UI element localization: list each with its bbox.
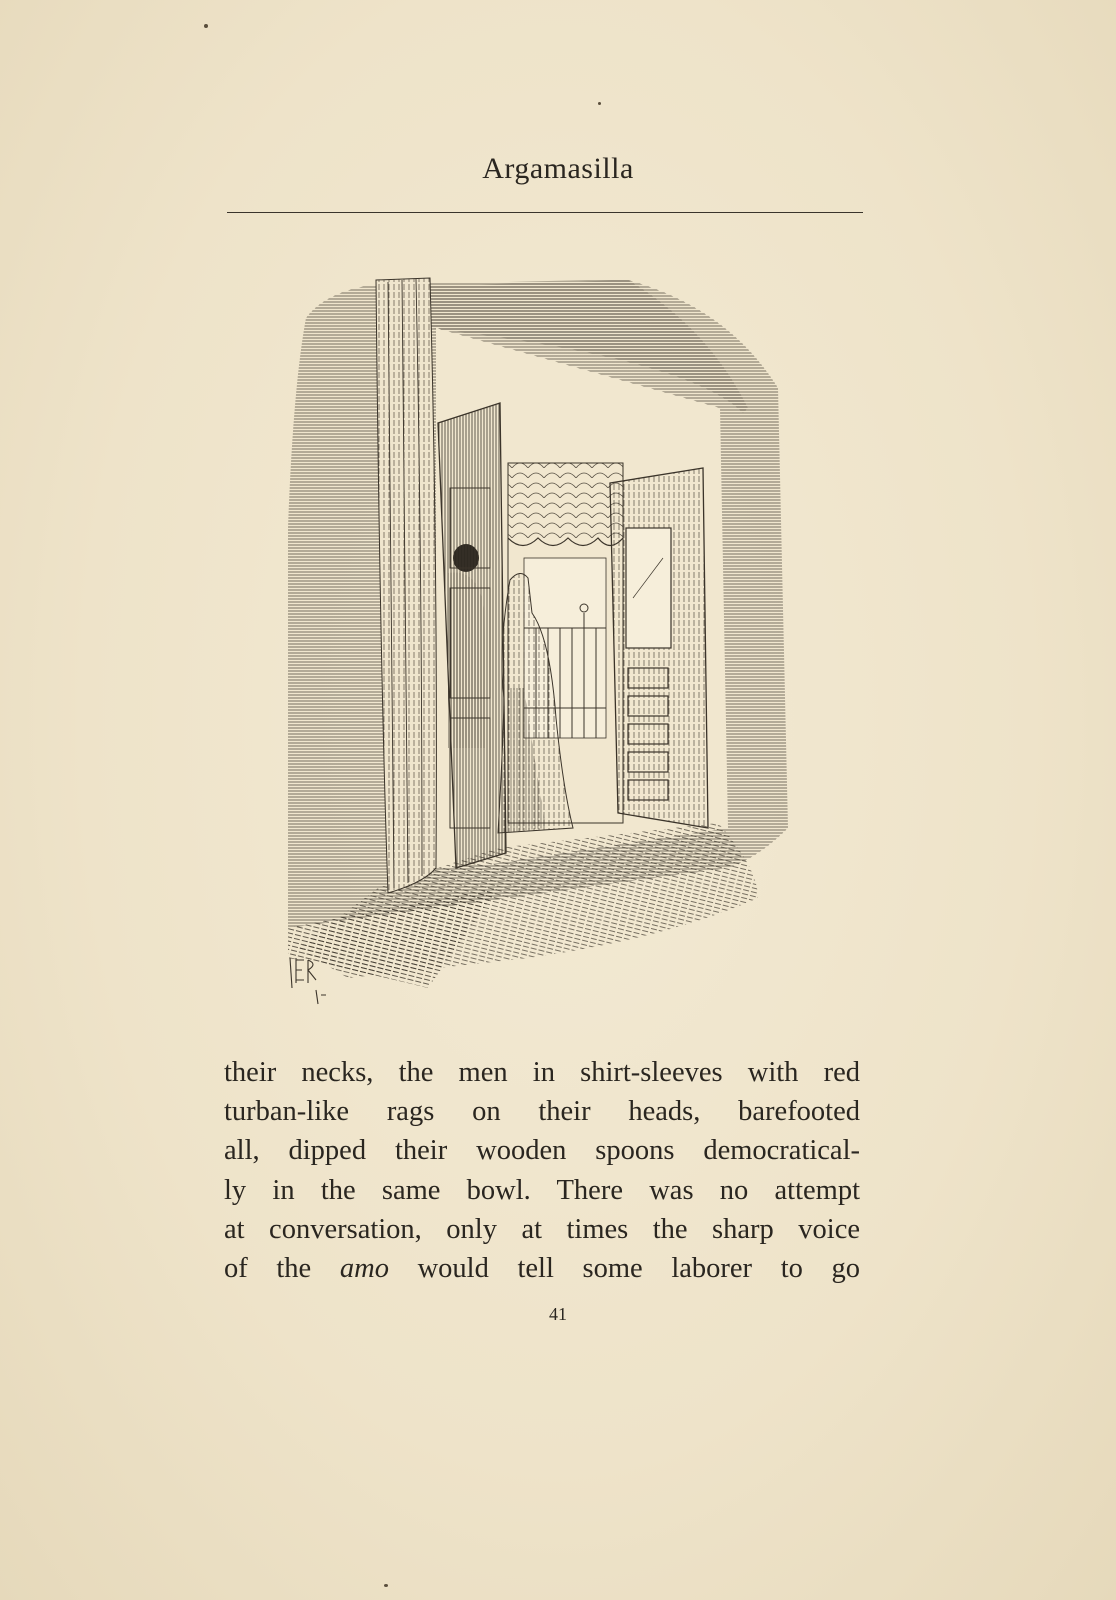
text-line: at conversation, only at times the sharp voice (224, 1213, 860, 1245)
engraving-drawing (288, 268, 818, 1036)
text-line: all, dipped their wooden spoons democratical- (224, 1135, 860, 1167)
text-line: turban-like rags on their heads, barefooted (224, 1096, 860, 1128)
text-line-final (224, 1249, 860, 1288)
running-head: Argamasilla (482, 152, 634, 185)
text-line: ly in the same bowl. There was no attempt (224, 1174, 860, 1206)
doorway-engraving (288, 268, 818, 1036)
text-line: their necks, the men in shirt-sleeves with red (224, 1057, 860, 1088)
italic-word: amo (339, 1253, 389, 1285)
text-segment: of the (224, 1253, 340, 1285)
paper-speck (204, 24, 208, 28)
page-number: 41 (549, 1304, 567, 1324)
paper-speck (598, 102, 601, 105)
header-rule (227, 212, 863, 213)
text-segment: would tell some laborer to go (388, 1253, 861, 1285)
body-text (224, 1053, 860, 1288)
paper-speck (384, 1584, 388, 1587)
